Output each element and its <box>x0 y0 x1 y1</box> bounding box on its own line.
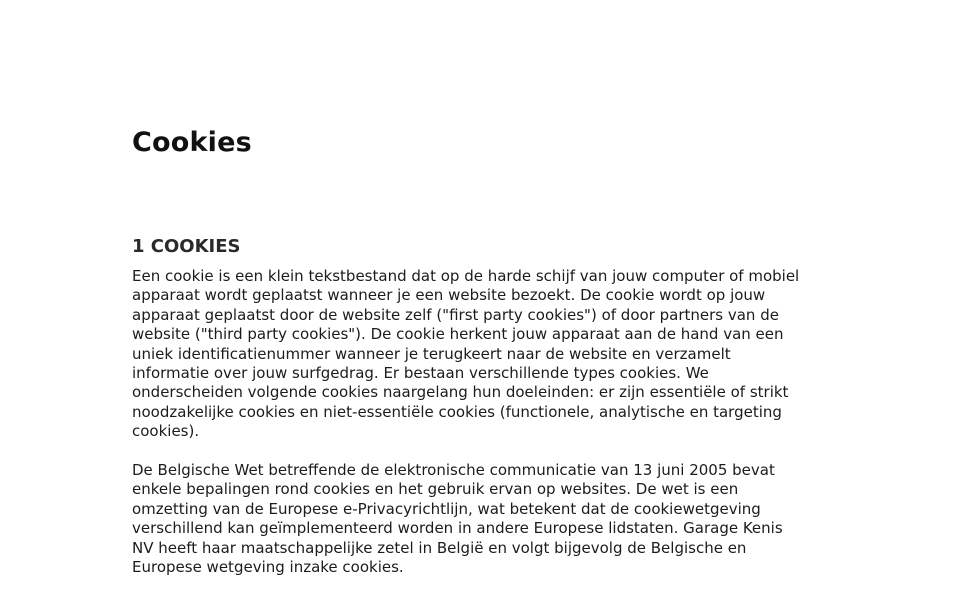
paragraph-belgian-law: De Belgische Wet betreffende de elektronische communicatie van 13 juni 2005 bevat enkele bepalingen rond cookies en het gebruik ervan op websites. De wet is een omzetting van de Europese e-Privacyrichtlijn, wat betekent dat de cookiewetgeving verschillend kan geïmplementeerd worden in andere Europese lidstaten. Garage Kenis NV heeft haar maatschappelijke zetel in België en volgt bijgevolg de Belgische en Europese wetgeving inzake cookies. <box>132 461 783 577</box>
paragraph-cookie-definition: Een cookie is een klein tekstbestand dat op de harde schijf van jouw computer of mobiel apparaat wordt geplaatst wanneer je een website bezoekt. De cookie wordt op jouw apparaat geplaatst door de website zelf ("first party cookies") of door partners van de website ("third party cookies"). De cookie herkent jouw apparaat aan de hand van een uniek identificatienummer wanneer je terugkeert naar de website en verzamelt informatie over jouw surfgedrag. Er bestaan verschillende types cookies. We onderscheiden volgende cookies naargelang hun doeleinden: er zijn essentiële of strikt noodzakelijke cookies en niet-essentiële cookies (functionele, analytische en targeting cookies). <box>132 267 800 441</box>
page-title: Cookies <box>132 127 252 158</box>
section-heading: 1 COOKIES <box>132 236 241 257</box>
